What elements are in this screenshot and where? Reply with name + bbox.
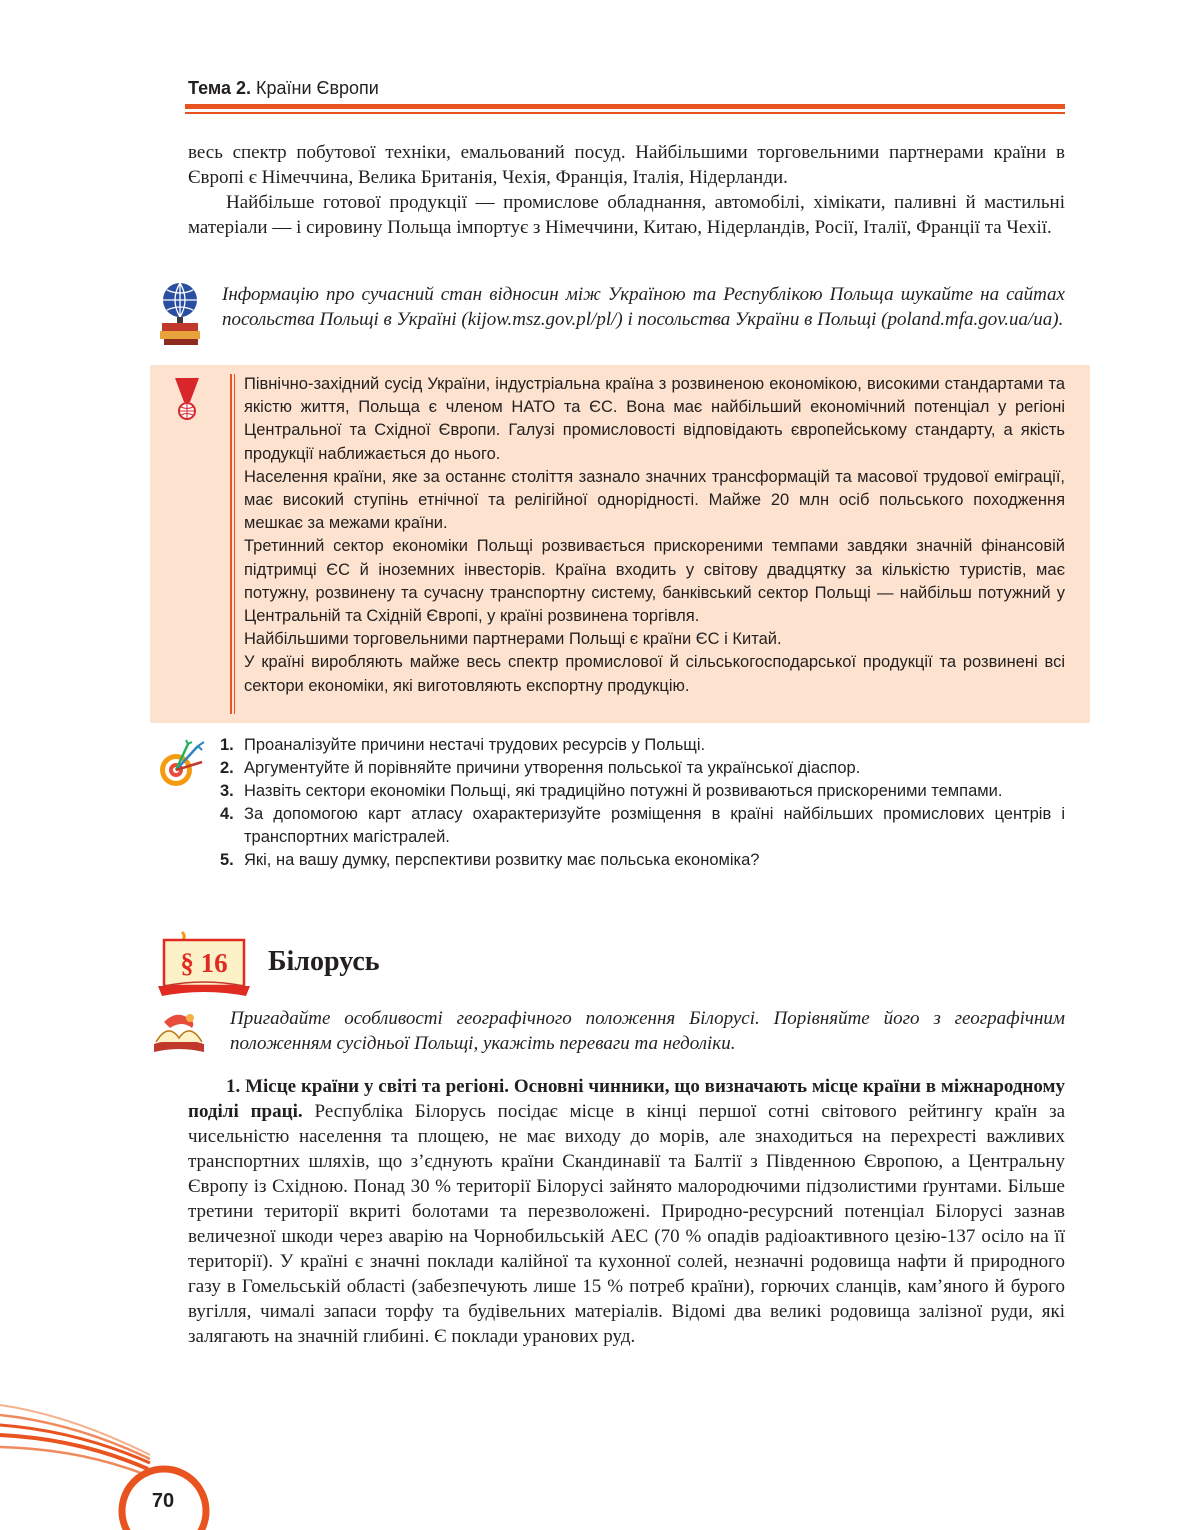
question-number: 5. (220, 851, 234, 869)
page-number: 70 (151, 1490, 175, 1512)
fact-paragraph: Найбільшими торговельними партнерами Польщі є країни ЄС і Китай. (244, 630, 782, 649)
running-header (188, 78, 379, 99)
fact-box-text (244, 373, 1065, 698)
fact-paragraph: Північно-західний сусід України, індустріальна країна з розвиненою економікою, високими стандартами та якістю життя, Польща є членом НАТО та ЄС. Вона має найбільший економічний потенціал у регіоні Центральної та Східної Європи. Галузі промисловості відповідають європейському стандарту, а якість продукції наближається до нього. (244, 375, 1065, 463)
question-item (220, 803, 1065, 849)
question-item (220, 780, 1065, 803)
book-recall-icon (148, 1008, 210, 1054)
section-title: Білорусь (268, 946, 380, 977)
question-text: Які, на вашу думку, перспективи розвитку має польська економіка? (244, 851, 760, 869)
question-text: Назвіть сектори економіки Польщі, які традиційно потужні й розвиваються прискореними темпами. (244, 782, 1003, 800)
exclamation-globe-icon (172, 376, 202, 422)
intro-paragraph: Найбільше готової продукції — промислове обладнання, автомобілі, хімікати, паливні й мастильні матеріали — і сировину Польща імпортує з Німеччини, Китаю, Нідерландів, Росії, Італії, Франції та Чехії. (188, 192, 1065, 238)
question-text: Аргументуйте й порівняйте причини утворення польської та української діаспор. (244, 759, 861, 777)
question-item (220, 734, 1065, 757)
question-item (220, 757, 1065, 780)
info-note: Інформацію про сучасний стан відносин між Україною та Республікою Польща шукайте на сайтах посольства Польщі в Україні (kijow.msz.gov.pl/pl/) і посольства України в Польщі (poland.mfa.gov.ua/ua). (222, 284, 1065, 330)
topic-title: Країни Європи (256, 78, 379, 98)
question-text: За допомогою карт атласу охарактеризуйте розміщення в країні найбільших промислових центрів і транспортних магістралей. (244, 805, 1065, 846)
question-text: Проаналізуйте причини нестачі трудових ресурсів у Польщі. (244, 736, 706, 754)
globe-books-icon (156, 280, 202, 346)
section-number: § 16 (180, 948, 228, 978)
fact-box-rule (230, 374, 232, 714)
main-paragraph-body: Республіка Білорусь посідає місце в кінці першої сотні світового рейтингу країн за чисельністю населення та площею, не має виходу до морів, але знаходиться на перехресті важливих транспортних шляхів, що з’єднують країни Скандинавії та Балтії з Південною Європою, а Центральну Європу із Східною. Понад 30 % території Білорусі зайнято малородючими підзолистими ґрунтами. Більше третини території вкриті болотами та перезволожені. Природно-ресурсний потенціал Білорусі зазнав величезної шкоди через аварію на Чорнобильській АЕС (70 % опадів радіоактивного цезію-137 осіло на її території). У країні є значні поклади калійної та кухонної солей, незначні родовища нафти й природного газу в Гомельській області (забезпечують лише 15 % потреб країни), горючих сланців, кам’яного й бурого вугілля, чималі запаси торфу та будівельних матеріалів. Відомі два великі родовища залізної руди, які залягають на значній глибині. Є поклади уранових руд. (188, 1101, 1066, 1347)
header-rule-thick (185, 104, 1065, 109)
target-arrows-icon (152, 740, 206, 788)
question-number: 2. (220, 759, 234, 777)
questions-list (220, 734, 1065, 872)
question-item (220, 849, 1065, 872)
main-paragraph (188, 1074, 1065, 1349)
topic-label: Тема 2. (188, 78, 251, 98)
question-number: 3. (220, 782, 234, 800)
question-number: 4. (220, 805, 234, 823)
fact-paragraph: У країні виробляють майже весь спектр промислової й сільськогосподарської продукції та розвинені всі сектори економіки, які виготовляють експортну продукцію. (244, 653, 1065, 695)
fact-box-rule (234, 374, 235, 714)
fact-paragraph: Населення країни, яке за останнє століття зазнало значних трансформацій та масової трудової еміграції, має високий ступінь етнічної та релігійної однорідності. Майже 20 млн осіб польського походження мешкає за межами країни. (244, 467, 1065, 533)
main-paragraph-heading: 1. Місце країни у світі та регіоні. Основні чинники, що визначають місце країни в міжнародному поділі праці. (188, 1076, 1065, 1122)
header-rule-thin (185, 112, 1065, 114)
footer-swoosh-decoration (0, 1395, 220, 1530)
recall-note: Пригадайте особливості географічного положення Білорусі. Порівняйте його з географічним положенням сусідньої Польщі, укажіть переваги та недоліки. (230, 1008, 1065, 1054)
intro-paragraph: весь спектр побутової техніки, емальований посуд. Найбільшими торговельними партнерами країни в Європі є Німеччина, Велика Британія, Чехія, Франція, Італія, Нідерланди. (188, 142, 1065, 188)
fact-paragraph: Третинний сектор економіки Польщі розвивається прискореними темпами завдяки значній фінансовій підтримці ЄС й іноземних інвесторів. Країна входить у світову двадцятку за кількістю туристів, має потужну, розвинену та сучасну транспортну систему, банківський сектор Польщі — найбільш потужний у Центральній та Східній Європі, у країні розвинена торгівля. (244, 537, 1065, 626)
question-number: 1. (220, 736, 234, 754)
